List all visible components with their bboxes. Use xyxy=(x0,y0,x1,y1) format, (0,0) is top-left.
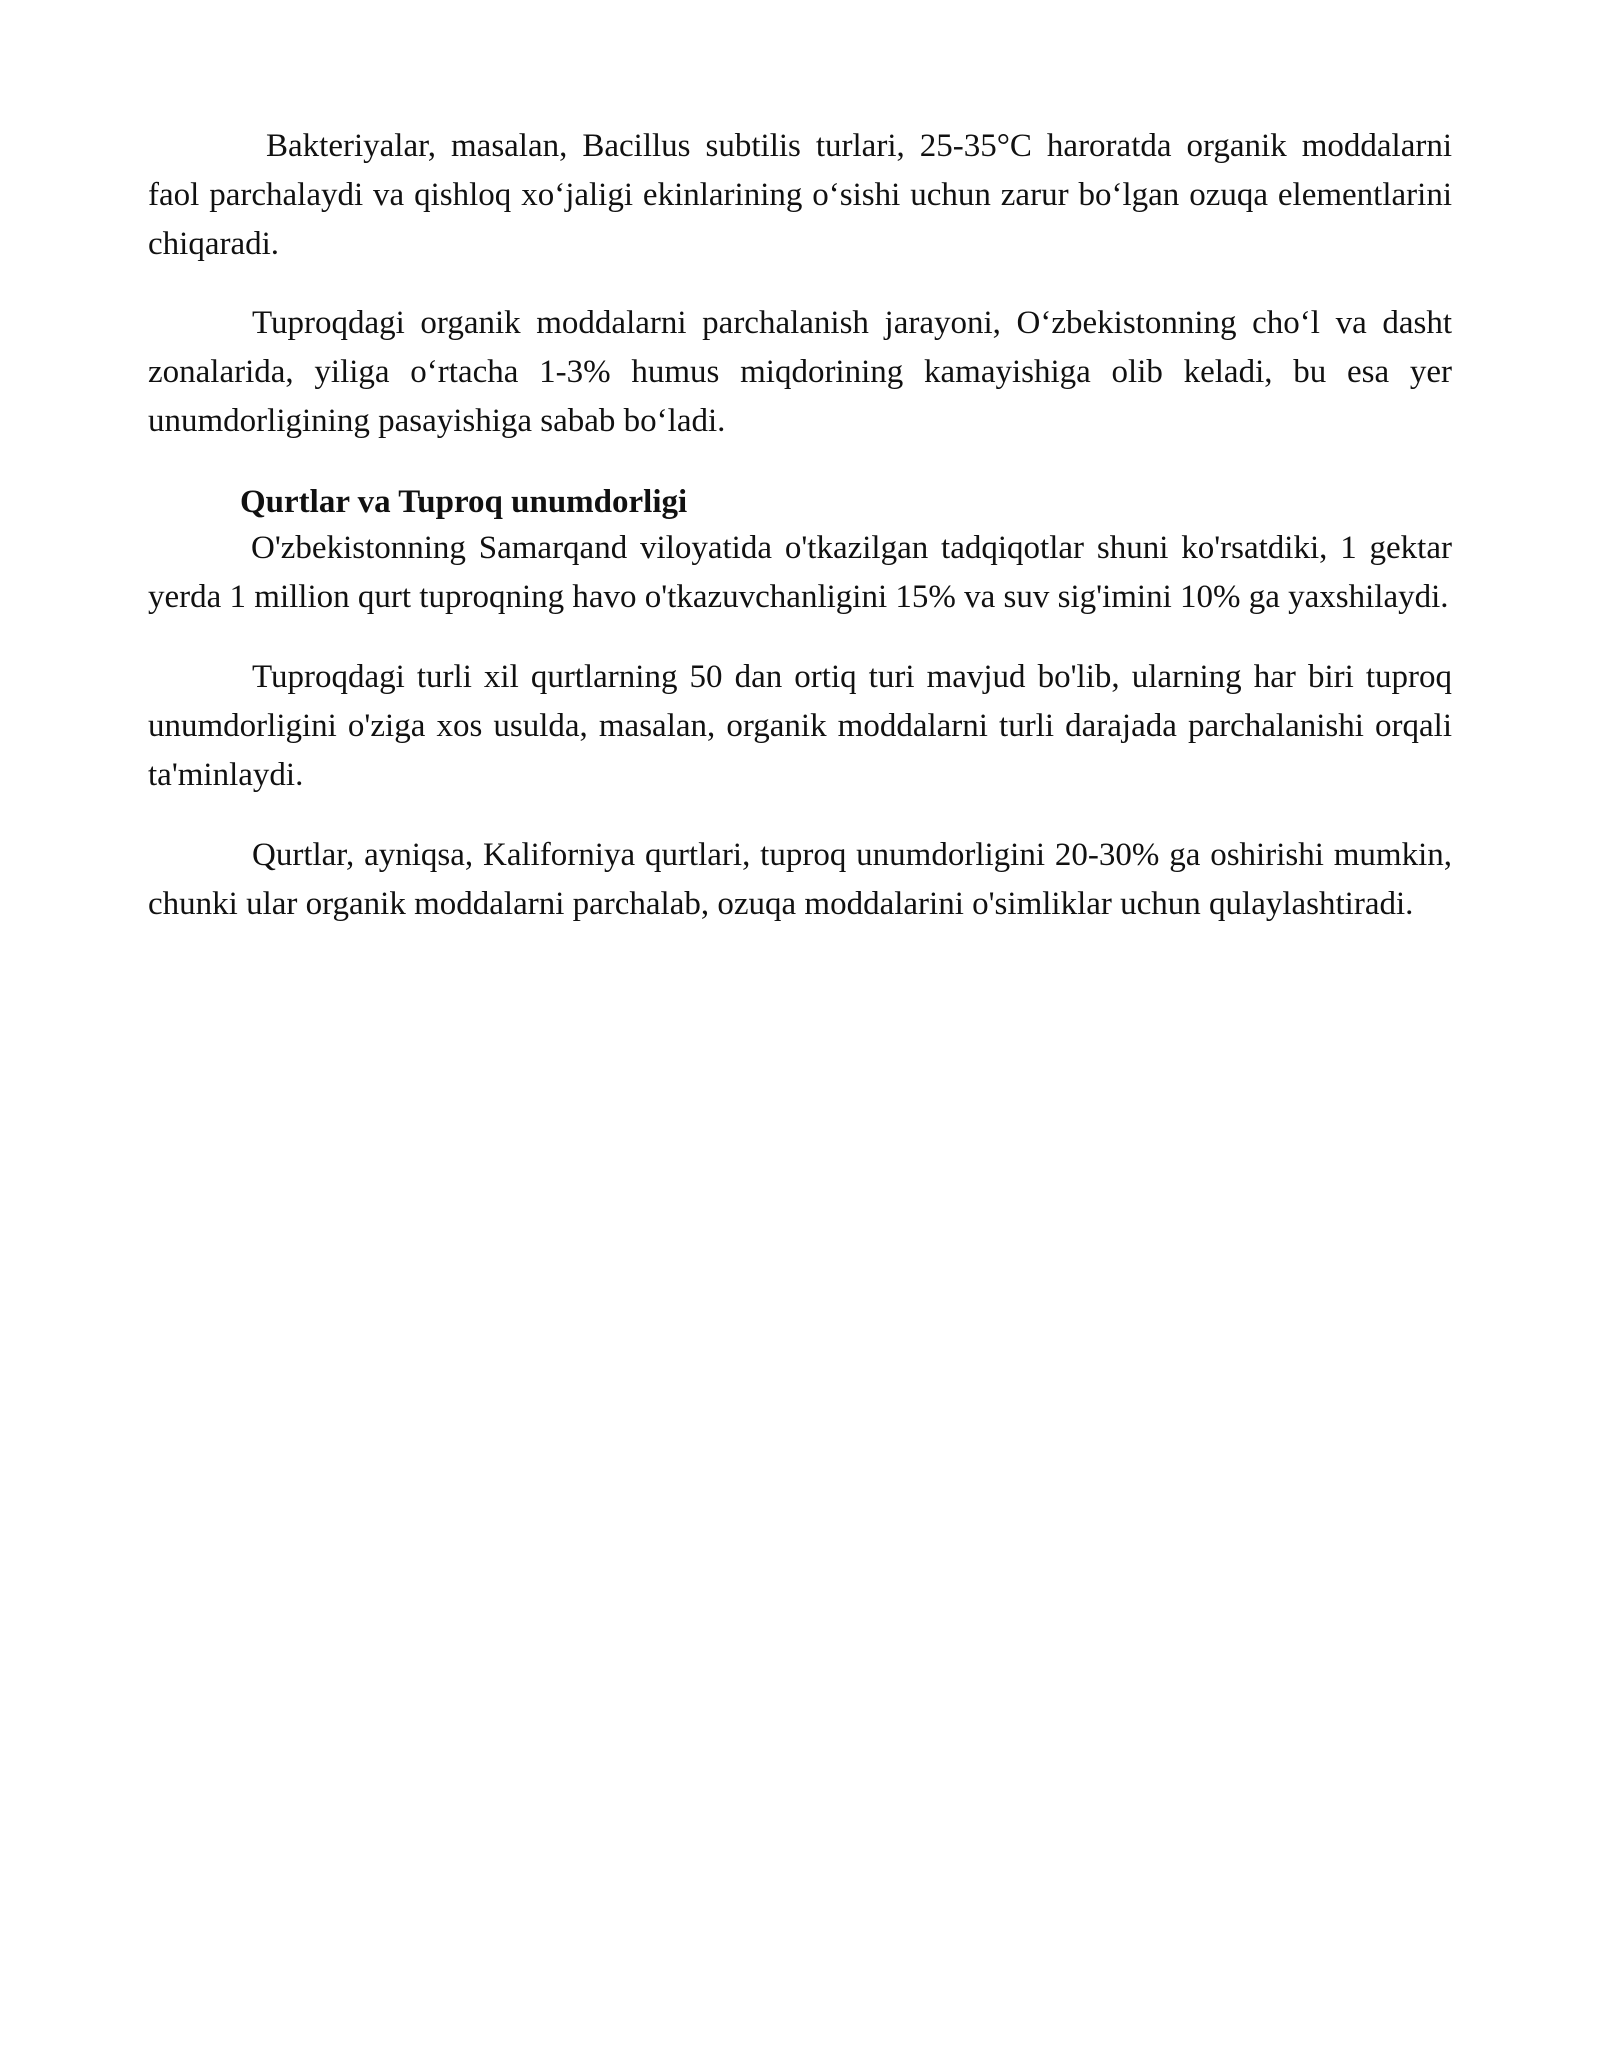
paragraph-humus-decline: Tuproqdagi organik moddalarni parchalanish jarayoni, O‘zbekistonning cho‘l va dasht zonalarida, yiliga o‘rtacha 1-3% humus miqdorining kamayishiga olib keladi, bu esa yer unumdorligining pasayishiga sabab bo‘ladi. xyxy=(148,305,1452,439)
document-body xyxy=(148,122,1452,929)
paragraph-bacteria: Bakteriyalar, masalan, Bacillus subtilis turlari, 25-35°C haroratda organik moddalarni faol parchalaydi va qishloq xo‘jaligi ekinlarining o‘sishi uchun zarur bo‘lgan ozuqa elementlarini chiqaradi. xyxy=(148,128,1452,262)
section-heading: Qurtlar va Tuproq unumdorligi xyxy=(240,484,688,520)
paragraph-worm-species: Tuproqdagi turli xil qurtlarning 50 dan ortiq turi mavjud bo'lib, ularning har biri tuproq unumdorligini o'ziga xos usulda, masalan, organik moddalarni turli darajada parchalanishi orqali ta'minlaydi. xyxy=(148,659,1452,793)
paragraph-california-worms: Qurtlar, ayniqsa, Kaliforniya qurtlari, tuproq unumdorligini 20-30% ga oshirishi mumkin, chunki ular organik moddalarni parchalab, ozuqa moddalarini o'simliklar uchun qulaylashtiradi. xyxy=(148,837,1452,922)
paragraph-samarqand-study: O'zbekistonning Samarqand viloyatida o'tkazilgan tadqiqotlar shuni ko'rsatdiki, 1 gektar yerda 1 million qurt tuproqning havo o'tkazuvchanligini 15% va suv sig'imini 10% ga yaxshilaydi. xyxy=(148,530,1452,615)
